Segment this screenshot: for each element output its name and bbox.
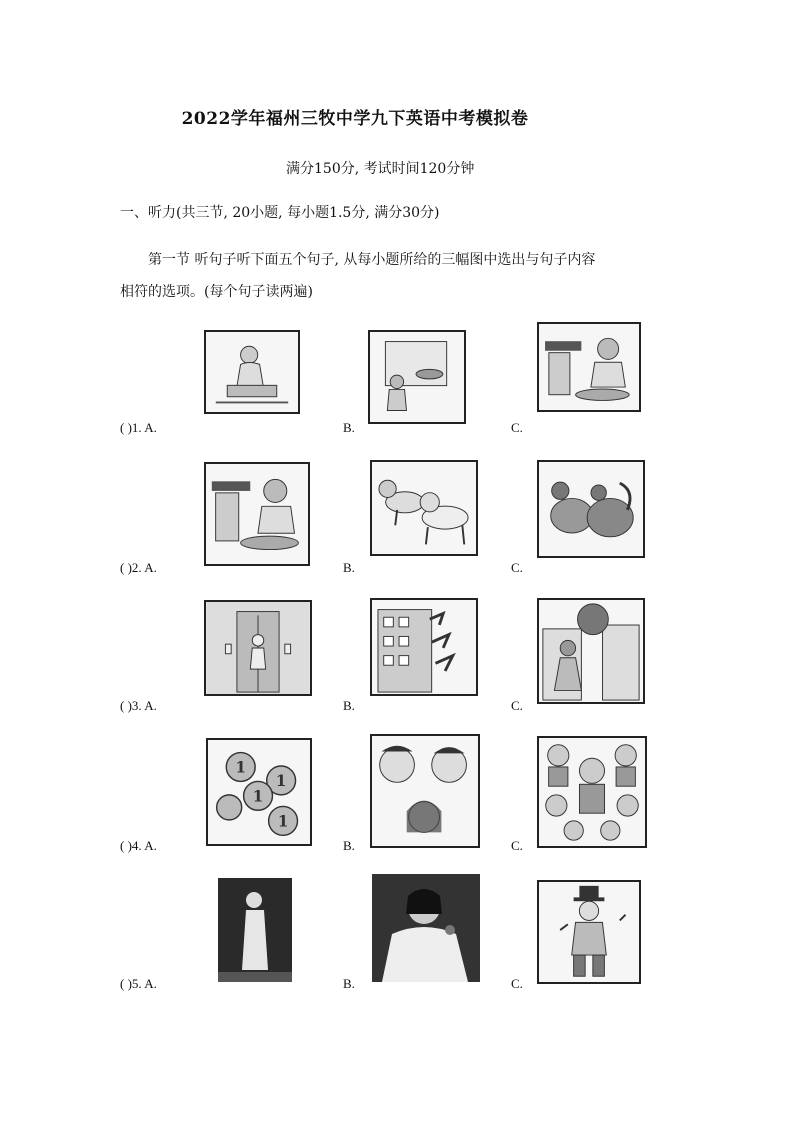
question-2-option-c-picture[interactable]	[537, 460, 645, 558]
question-2-label: ( )2. A.	[120, 560, 157, 575]
question-4-label: ( )4. A.	[120, 838, 157, 853]
question-4-option-c-picture[interactable]	[537, 736, 647, 848]
question-4-option-c-label: C.	[511, 838, 523, 853]
section-heading: 一、听力(共三节, 20小题, 每小题1.5分, 满分30分)	[120, 205, 440, 221]
question-1-label: ( )1. A.	[120, 420, 157, 435]
question-5-option-b-picture[interactable]	[372, 874, 480, 982]
question-5-option-c-picture[interactable]	[537, 880, 641, 984]
exam-info: 满分150分, 考试时间120分钟	[286, 161, 475, 177]
page-title: 2022学年福州三牧中学九下英语中考模拟卷	[181, 109, 529, 129]
question-4-option-b-picture[interactable]	[370, 734, 480, 848]
question-3-option-c-label: C.	[511, 698, 523, 713]
question-3-option-b-picture[interactable]	[370, 598, 478, 696]
instruction-line-1: 第一节 听句子听下面五个句子, 从每小题所给的三幅图中选出与句子内容	[148, 252, 596, 268]
question-2-option-c-label: C.	[511, 560, 523, 575]
question-5-option-c-label: C.	[511, 976, 523, 991]
question-3-label: ( )3. A.	[120, 698, 157, 713]
question-1-option-c-picture[interactable]	[537, 322, 641, 412]
question-2-option-b-picture[interactable]	[370, 460, 478, 556]
question-5-label: ( )5. A.	[120, 976, 157, 991]
question-1-option-c-label: C.	[511, 420, 523, 435]
question-4-option-a-picture[interactable]	[206, 738, 312, 846]
question-3-option-b-label: B.	[343, 698, 355, 713]
svg-text:1: 1	[275, 772, 287, 791]
instruction-text	[120, 244, 690, 308]
question-1-option-b-picture[interactable]	[368, 330, 466, 424]
question-1-option-a-picture[interactable]	[204, 330, 300, 414]
question-5-option-a-picture[interactable]	[218, 878, 292, 982]
svg-text:1: 1	[277, 812, 289, 831]
question-4-option-b-label: B.	[343, 838, 355, 853]
question-2-option-a-picture[interactable]	[204, 462, 310, 566]
question-3-option-a-picture[interactable]	[204, 600, 312, 696]
svg-text:1: 1	[235, 758, 247, 777]
svg-text:1: 1	[252, 787, 264, 806]
instruction-line-2: 相符的选项。(每个句子读两遍)	[120, 284, 313, 300]
question-2-option-b-label: B.	[343, 560, 355, 575]
question-3-option-c-picture[interactable]	[537, 598, 645, 704]
question-5-option-b-label: B.	[343, 976, 355, 991]
question-1-option-b-label: B.	[343, 420, 355, 435]
